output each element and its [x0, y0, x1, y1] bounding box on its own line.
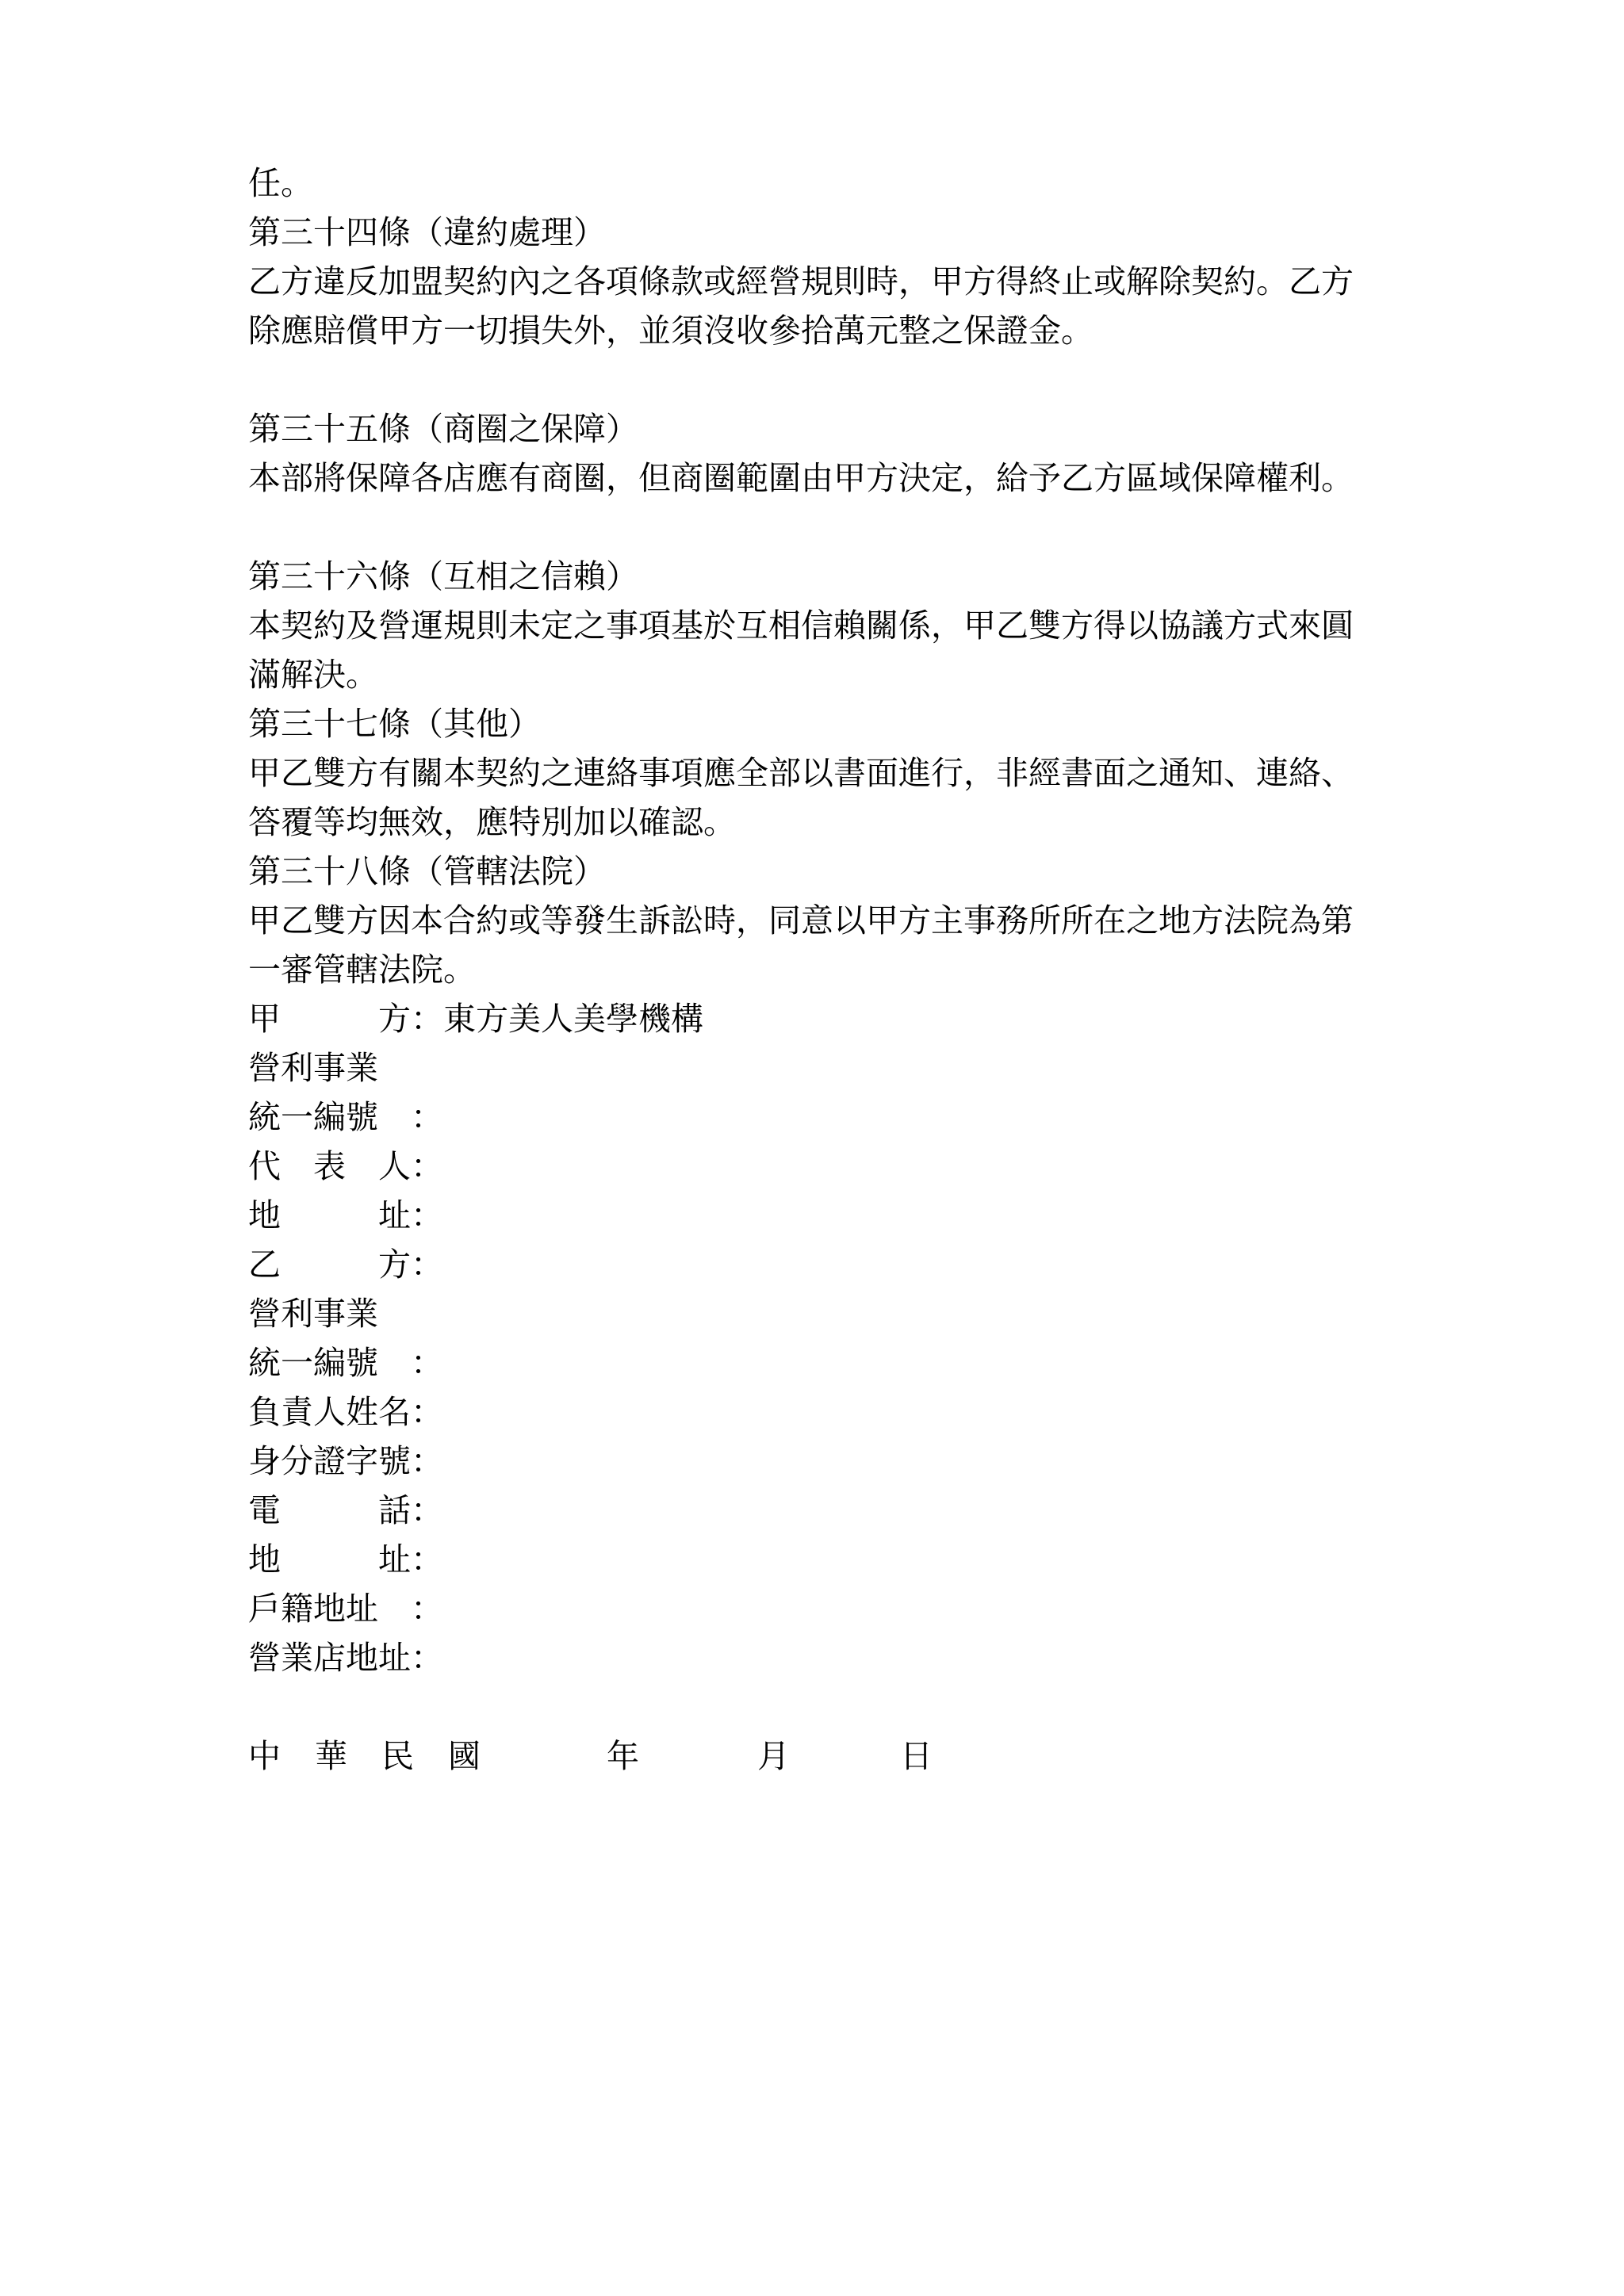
party-b-business-label: 營利事業 [248, 1295, 378, 1333]
party-b-household-label: 戶籍地址 ： [248, 1590, 443, 1628]
party-b-store-label: 營業店地址： [248, 1639, 443, 1677]
party-a-name: 東方美人美學機構 [443, 1000, 703, 1038]
date-char: 中 [248, 1737, 281, 1775]
article-34-body-line-2: 除應賠償甲方一切損失外，並須沒收參拾萬元整之保證金。 [248, 312, 1094, 350]
date-char: 國 [448, 1737, 481, 1775]
party-b-label: 乙 方： [248, 1246, 443, 1284]
date-char: 民 [381, 1737, 414, 1775]
date-month-label: 月 [757, 1737, 790, 1775]
article-37-body-line-1: 甲乙雙方有關本契約之連絡事項應全部以書面進行，非經書面之通知、連絡、 [248, 754, 1354, 792]
article-37-body-line-2: 答覆等均無效，應特別加以確認。 [248, 803, 736, 841]
party-a-business-label: 營利事業 [248, 1049, 378, 1087]
date-line [248, 1732, 1390, 1781]
party-b-idcard-label: 身分證字號： [248, 1442, 443, 1480]
date-year-label: 年 [607, 1737, 639, 1775]
article-38-title: 第三十八條（管轄法院） [248, 852, 606, 890]
article-35-body: 本部將保障各店應有商圈，但商圈範圍由甲方決定，給予乙方區域保障權利。 [248, 459, 1354, 497]
date-char: 華 [315, 1737, 347, 1775]
party-b-phone-label: 電 話： [248, 1491, 443, 1529]
party-a-representative-label: 代 表 人： [248, 1147, 443, 1185]
article-37-title: 第三十七條（其他） [248, 705, 541, 743]
party-b-owner-label: 負責人姓名： [248, 1393, 443, 1431]
party-b-address-label: 地 址： [248, 1540, 443, 1578]
party-a-id-label: 統一編號 ： [248, 1098, 443, 1136]
date-day-label: 日 [900, 1737, 933, 1775]
document-body [248, 159, 1390, 1781]
party-a-address-label: 地 址： [248, 1196, 443, 1234]
article-34-title: 第三十四條（違約處理） [248, 213, 606, 251]
article-36-body-line-2: 滿解決。 [248, 656, 378, 694]
party-a-row [248, 994, 1390, 1043]
blank-line [248, 503, 1390, 552]
article-36-body-line-1: 本契約及營運規則未定之事項基於互相信賴關係，甲乙雙方得以協議方式來圓 [248, 607, 1354, 645]
party-a-label: 甲 方： [248, 1000, 443, 1038]
blank-line [248, 1682, 1390, 1732]
article-34-body-line-1: 乙方違反加盟契約內之各項條款或經營規則時，甲方得終止或解除契約。乙方 [248, 262, 1354, 300]
text-line: 任。 [248, 164, 313, 202]
party-b-id-label: 統一編號 ： [248, 1344, 443, 1382]
article-36-title: 第三十六條（互相之信賴） [248, 557, 638, 595]
blank-line [248, 355, 1390, 404]
article-38-body-line-2: 一審管轄法院。 [248, 951, 476, 989]
article-38-body-line-1: 甲乙雙方因本合約或等發生訴訟時，同意以甲方主事務所所在之地方法院為第 [248, 901, 1354, 939]
article-35-title: 第三十五條（商圈之保障） [248, 410, 638, 448]
